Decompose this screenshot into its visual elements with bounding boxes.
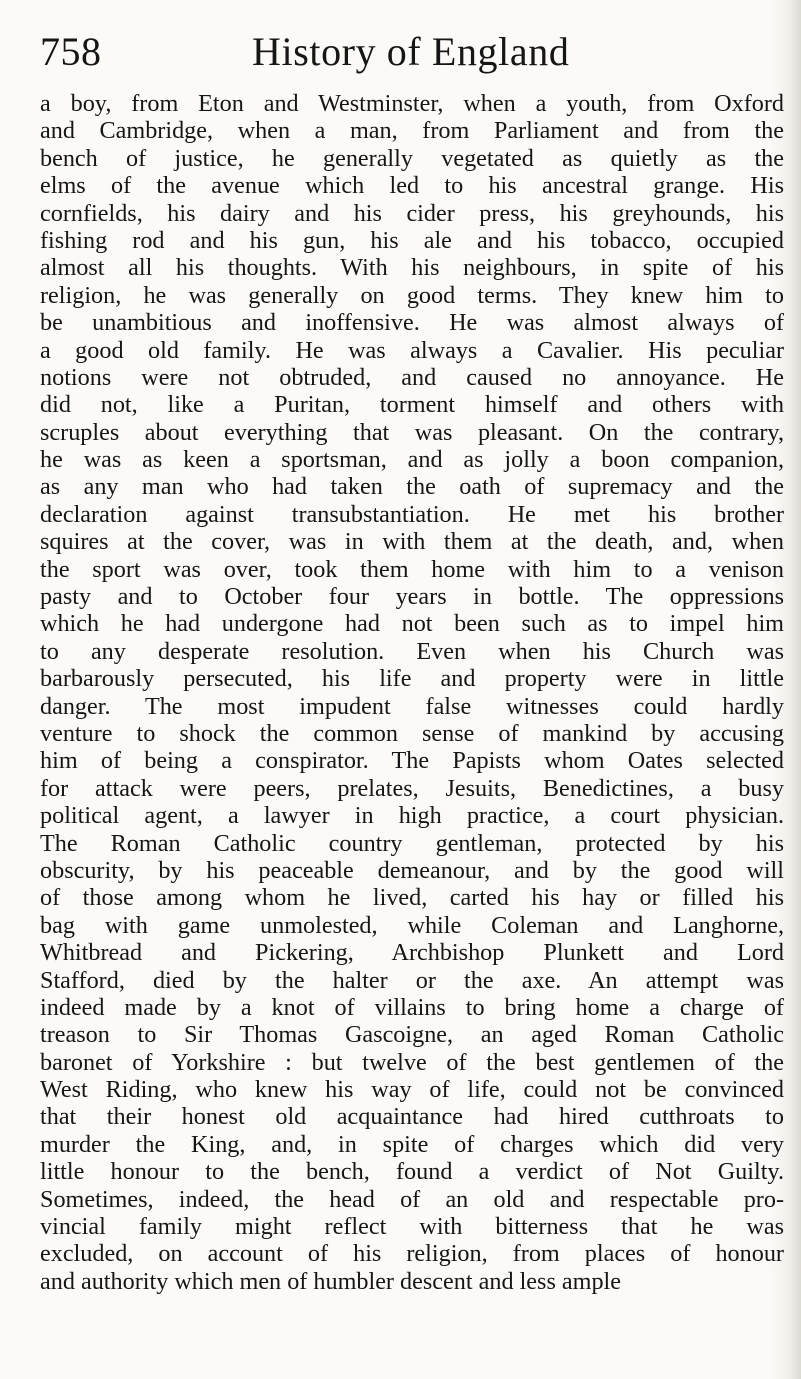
text-line: to any desperate resolution. Even when his Church was (40, 637, 784, 665)
text-line: declaration against transubstantiation. He met his brother (40, 500, 784, 528)
text-line: pasty and to October four years in bottle. The oppressions (40, 583, 784, 611)
text-line: as any man who had taken the oath of supremacy and the (40, 473, 784, 501)
text-line: which he had undergone had not been such as to impel him (40, 610, 784, 638)
text-line: and authority which men of humbler descent and less ample (40, 1267, 622, 1295)
text-line: barbarously persecuted, his life and property were in little (40, 665, 784, 693)
text-line: he was as keen a sportsman, and as jolly a boon companion, (40, 446, 784, 474)
text-line: that their honest old acquaintance had hired cutthroats to (40, 1103, 784, 1131)
text-line: the sport was over, took them home with him to a venison (40, 555, 784, 583)
text-line: Stafford, died by the halter or the axe. An attempt was (40, 966, 784, 994)
text-line: of those among whom he lived, carted his hay or filled his (40, 884, 784, 912)
text-line: treason to Sir Thomas Gascoigne, an aged Roman Catholic (40, 1021, 784, 1049)
text-line: indeed made by a knot of villains to bring home a charge of (40, 993, 784, 1021)
text-line: Whitbread and Pickering, Archbishop Plunkett and Lord (40, 939, 784, 967)
text-line: venture to shock the common sense of mankind by accusing (40, 719, 784, 747)
text-line: bag with game unmolested, while Coleman and Langhorne, (40, 911, 784, 939)
text-line: a good old family. He was always a Cavalier. His peculiar (40, 336, 784, 364)
text-line: religion, he was generally on good terms. They knew him to (40, 281, 784, 309)
text-line: little honour to the bench, found a verdict of Not Guilty. (40, 1158, 784, 1186)
text-line: excluded, on account of his religion, from places of honour (40, 1240, 784, 1268)
page-number: 758 (40, 29, 102, 74)
page-header (40, 24, 780, 80)
text-line: did not, like a Puritan, torment himself and others with (40, 391, 784, 419)
text-line: elms of the avenue which led to his ancestral grange. His (40, 172, 784, 200)
text-line: squires at the cover, was in with them at the death, and, when (40, 528, 784, 556)
text-line: a boy, from Eton and Westminster, when a youth, from Oxford (40, 90, 784, 117)
text-line: for attack were peers, prelates, Jesuits, Benedictines, a busy (40, 774, 784, 802)
text-line: fishing rod and his gun, his ale and his tobacco, occupied (40, 226, 784, 254)
text-line: Sometimes, indeed, the head of an old and respectable pro- (40, 1185, 784, 1213)
body-text (40, 90, 784, 1295)
text-line: murder the King, and, in spite of charges which did very (40, 1130, 784, 1158)
text-line: almost all his thoughts. With his neighbours, in spite of his (40, 254, 784, 282)
text-line: cornfields, his dairy and his cider press, his greyhounds, his (40, 199, 784, 227)
text-line: danger. The most impudent false witnesses could hardly (40, 692, 784, 720)
text-line: obscurity, by his peaceable demeanour, and by the good will (40, 856, 784, 884)
text-line: baronet of Yorkshire : but twelve of the best gentlemen of the (40, 1048, 784, 1076)
text-line: The Roman Catholic country gentleman, protected by his (40, 829, 784, 857)
text-line: notions were not obtruded, and caused no annoyance. He (40, 363, 784, 391)
text-line: be unambitious and inoffensive. He was almost always of (40, 309, 784, 337)
page-edge-shadow (791, 0, 801, 1379)
text-line: West Riding, who knew his way of life, could not be convinced (40, 1076, 784, 1104)
running-title: History of England (252, 29, 570, 74)
text-line: bench of justice, he generally vegetated as quietly as the (40, 144, 784, 172)
text-line: scruples about everything that was pleasant. On the contrary, (40, 418, 784, 446)
text-line: political agent, a lawyer in high practice, a court physician. (40, 802, 784, 830)
text-line: him of being a conspirator. The Papists whom Oates selected (40, 747, 784, 775)
text-line: and Cambridge, when a man, from Parliament and from the (40, 117, 784, 145)
text-line: vincial family might reflect with bitterness that he was (40, 1213, 784, 1241)
